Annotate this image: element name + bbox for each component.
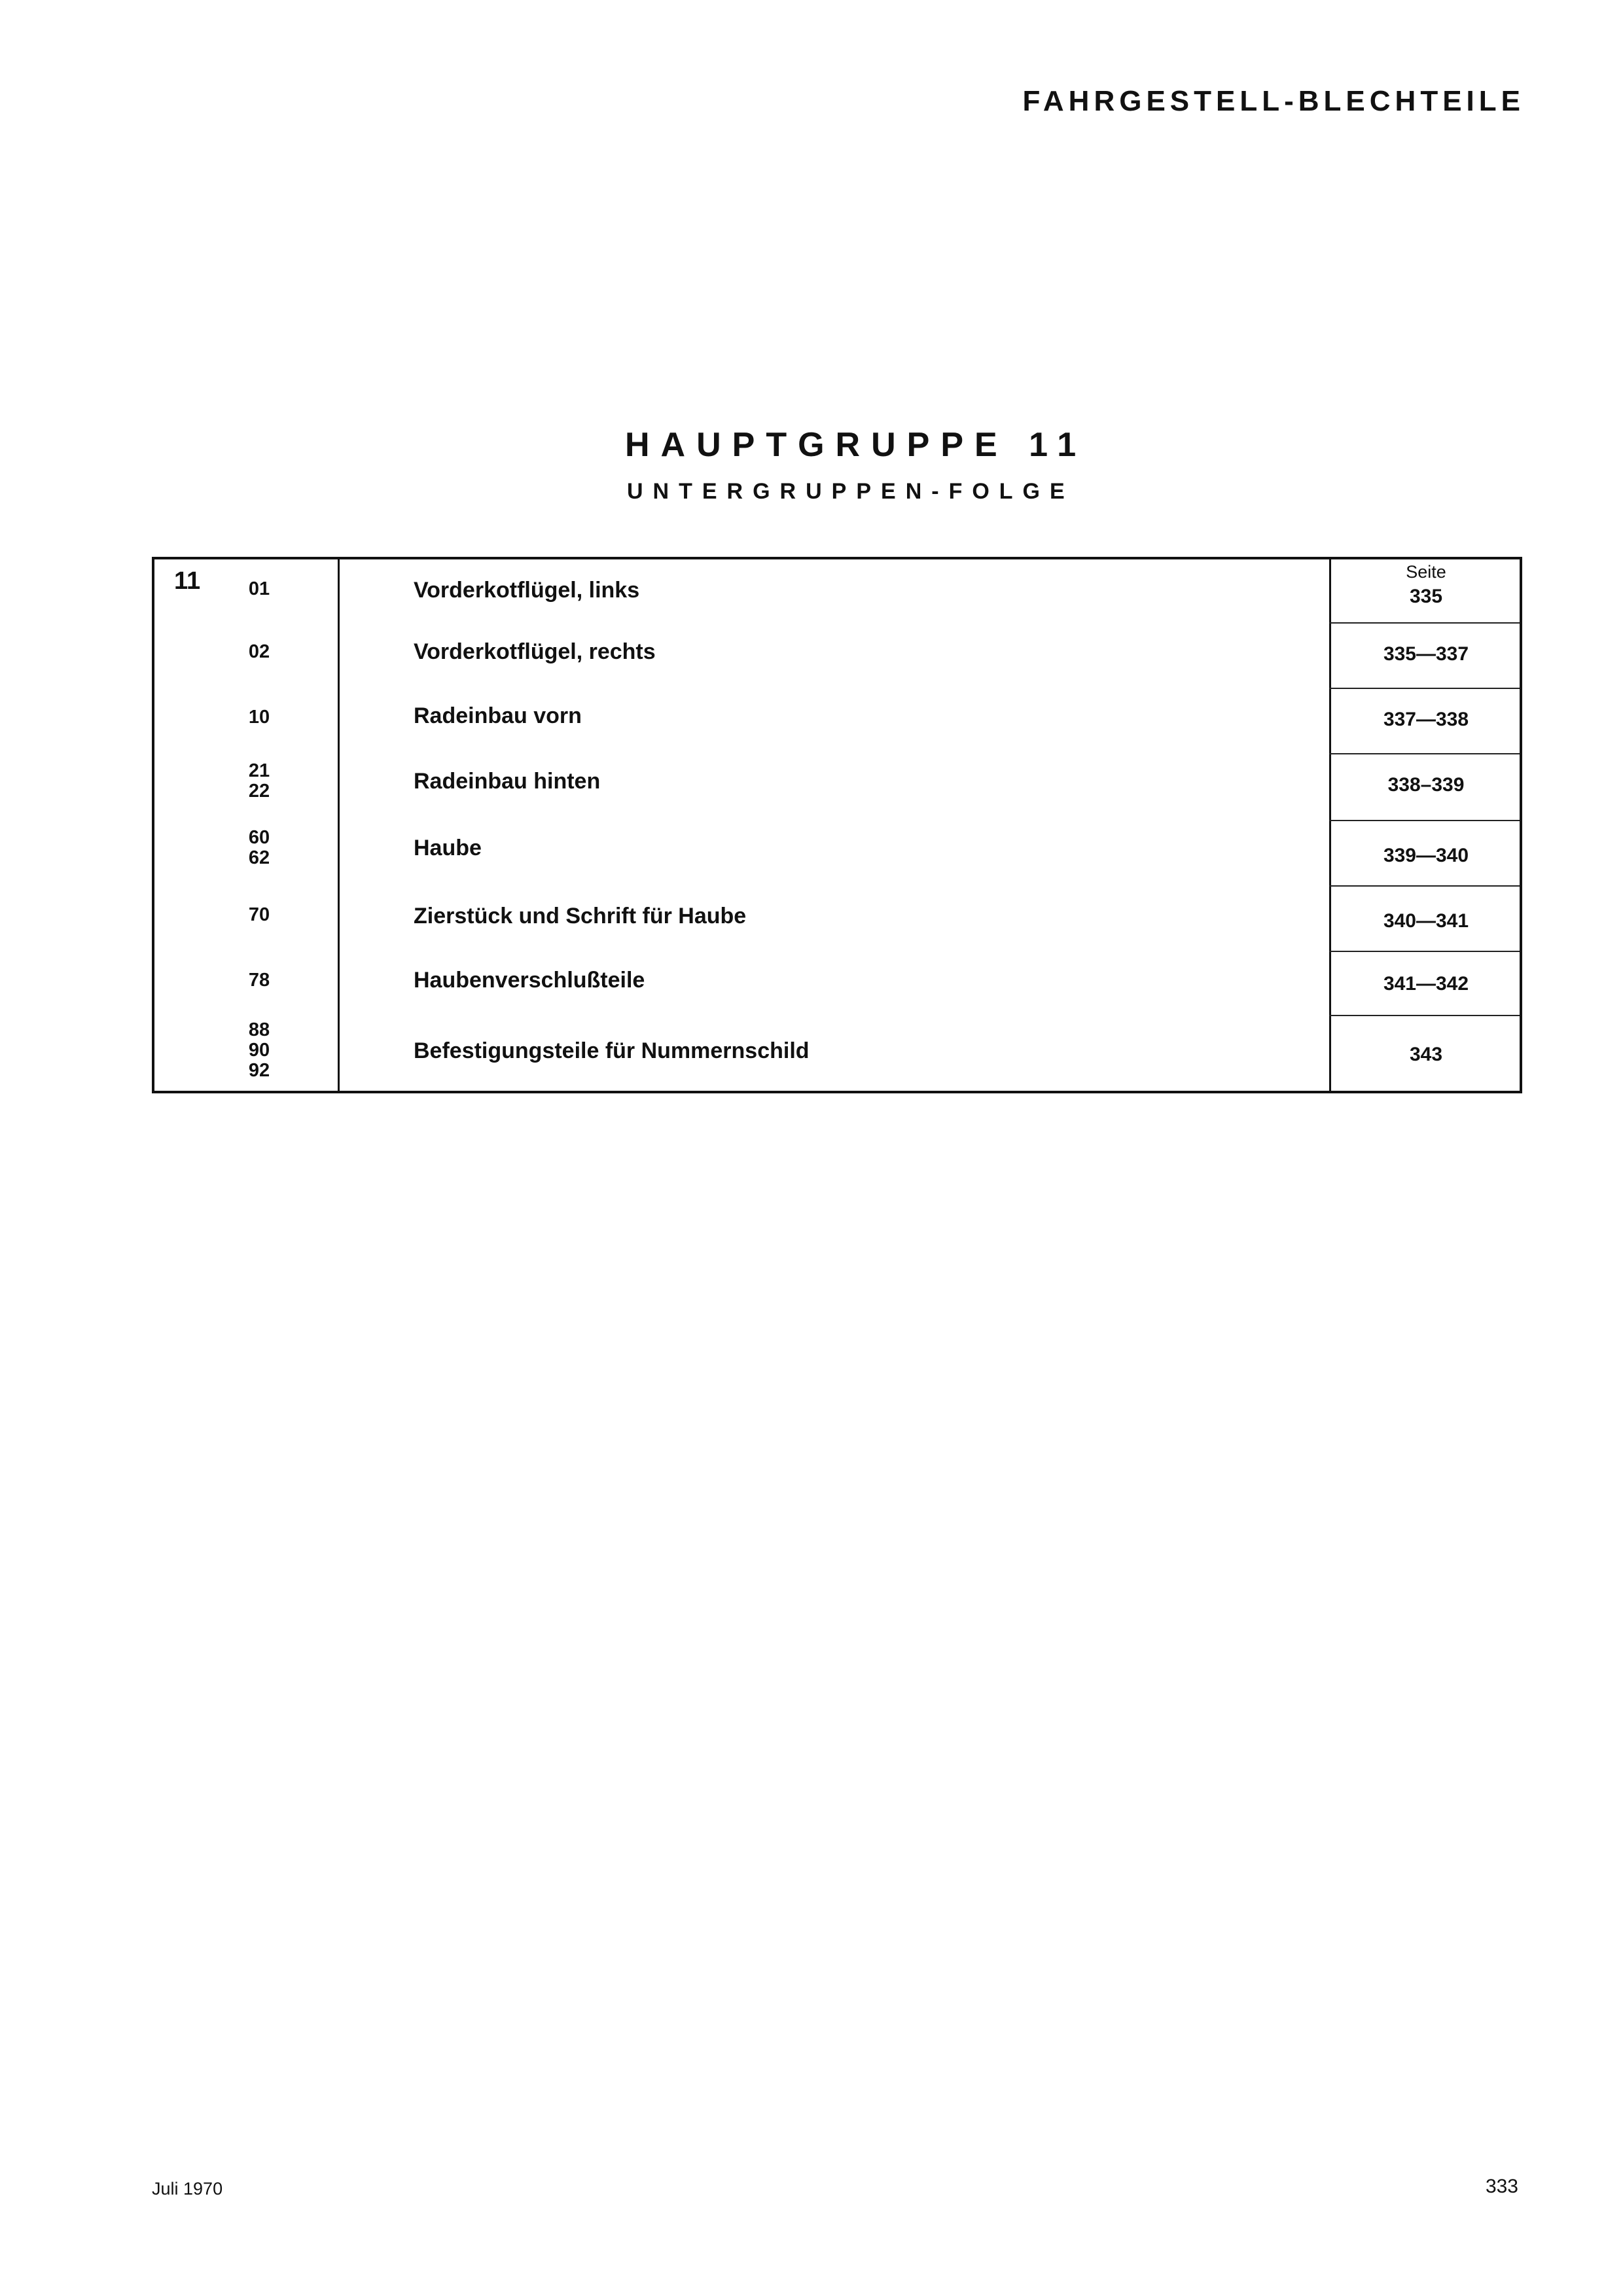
page-range: 341—342 bbox=[1383, 973, 1469, 995]
table-row bbox=[154, 820, 1520, 885]
subgroup-codes bbox=[220, 1020, 298, 1081]
page-column-header: Seite bbox=[1406, 562, 1446, 582]
subgroup-table bbox=[152, 557, 1522, 1093]
main-group-number: 11 bbox=[174, 567, 201, 595]
subgroup-code: 22 bbox=[248, 781, 270, 802]
subgroup-code: 70 bbox=[248, 904, 270, 925]
subgroup-label: Radeinbau vorn bbox=[414, 703, 582, 728]
subgroup-label: Befestigungsteile für Nummernschild bbox=[414, 1038, 810, 1063]
subgroup-code: 60 bbox=[248, 827, 270, 848]
table-row bbox=[154, 1015, 1520, 1088]
subgroup-code: 90 bbox=[248, 1040, 270, 1061]
subgroup-codes bbox=[220, 828, 298, 868]
subgroup-label: Haube bbox=[414, 836, 482, 860]
page-number: 333 bbox=[1485, 2176, 1518, 2197]
subgroup-code: 62 bbox=[248, 847, 270, 868]
subgroup-label: Haubenverschlußteile bbox=[414, 968, 645, 993]
subgroup-label: Vorderkotflügel, links bbox=[414, 578, 640, 603]
page-range: 335 bbox=[1409, 586, 1443, 607]
subgroup-label: Radeinbau hinten bbox=[414, 769, 601, 794]
subgroup-codes bbox=[220, 905, 298, 925]
page-range: 338–339 bbox=[1387, 774, 1465, 796]
subgroup-label: Vorderkotflügel, rechts bbox=[414, 639, 656, 664]
footer-date: Juli 1970 bbox=[152, 2179, 223, 2199]
subgroup-codes bbox=[220, 761, 298, 802]
table-row bbox=[154, 753, 1520, 820]
page-range: 340—341 bbox=[1383, 910, 1469, 932]
subgroup-code: 92 bbox=[248, 1060, 270, 1081]
group-title: HAUPTGRUPPE 11 bbox=[625, 426, 1088, 464]
table-row bbox=[154, 559, 1520, 622]
subgroup-codes bbox=[220, 642, 298, 662]
table-row bbox=[154, 688, 1520, 753]
subgroup-code: 88 bbox=[248, 1019, 270, 1040]
page-range: 337—338 bbox=[1383, 709, 1469, 730]
page-range: 335—337 bbox=[1383, 643, 1469, 665]
table-row bbox=[154, 622, 1520, 688]
subgroup-codes bbox=[220, 579, 298, 599]
group-subtitle: UNTERGRUPPEN-FOLGE bbox=[627, 479, 1075, 504]
table-row bbox=[154, 885, 1520, 951]
subgroup-codes bbox=[220, 970, 298, 991]
section-title: FAHRGESTELL-BLECHTEILE bbox=[1022, 85, 1525, 117]
subgroup-code: 01 bbox=[248, 578, 270, 599]
subgroup-code: 78 bbox=[248, 970, 270, 991]
table-row bbox=[154, 951, 1520, 1015]
subgroup-code: 21 bbox=[248, 760, 270, 781]
subgroup-codes bbox=[220, 707, 298, 728]
page-range: 339—340 bbox=[1383, 845, 1469, 866]
subgroup-label: Zierstück und Schrift für Haube bbox=[414, 904, 747, 928]
subgroup-code: 02 bbox=[248, 641, 270, 662]
page-range: 343 bbox=[1409, 1044, 1443, 1065]
subgroup-code: 10 bbox=[248, 707, 270, 728]
